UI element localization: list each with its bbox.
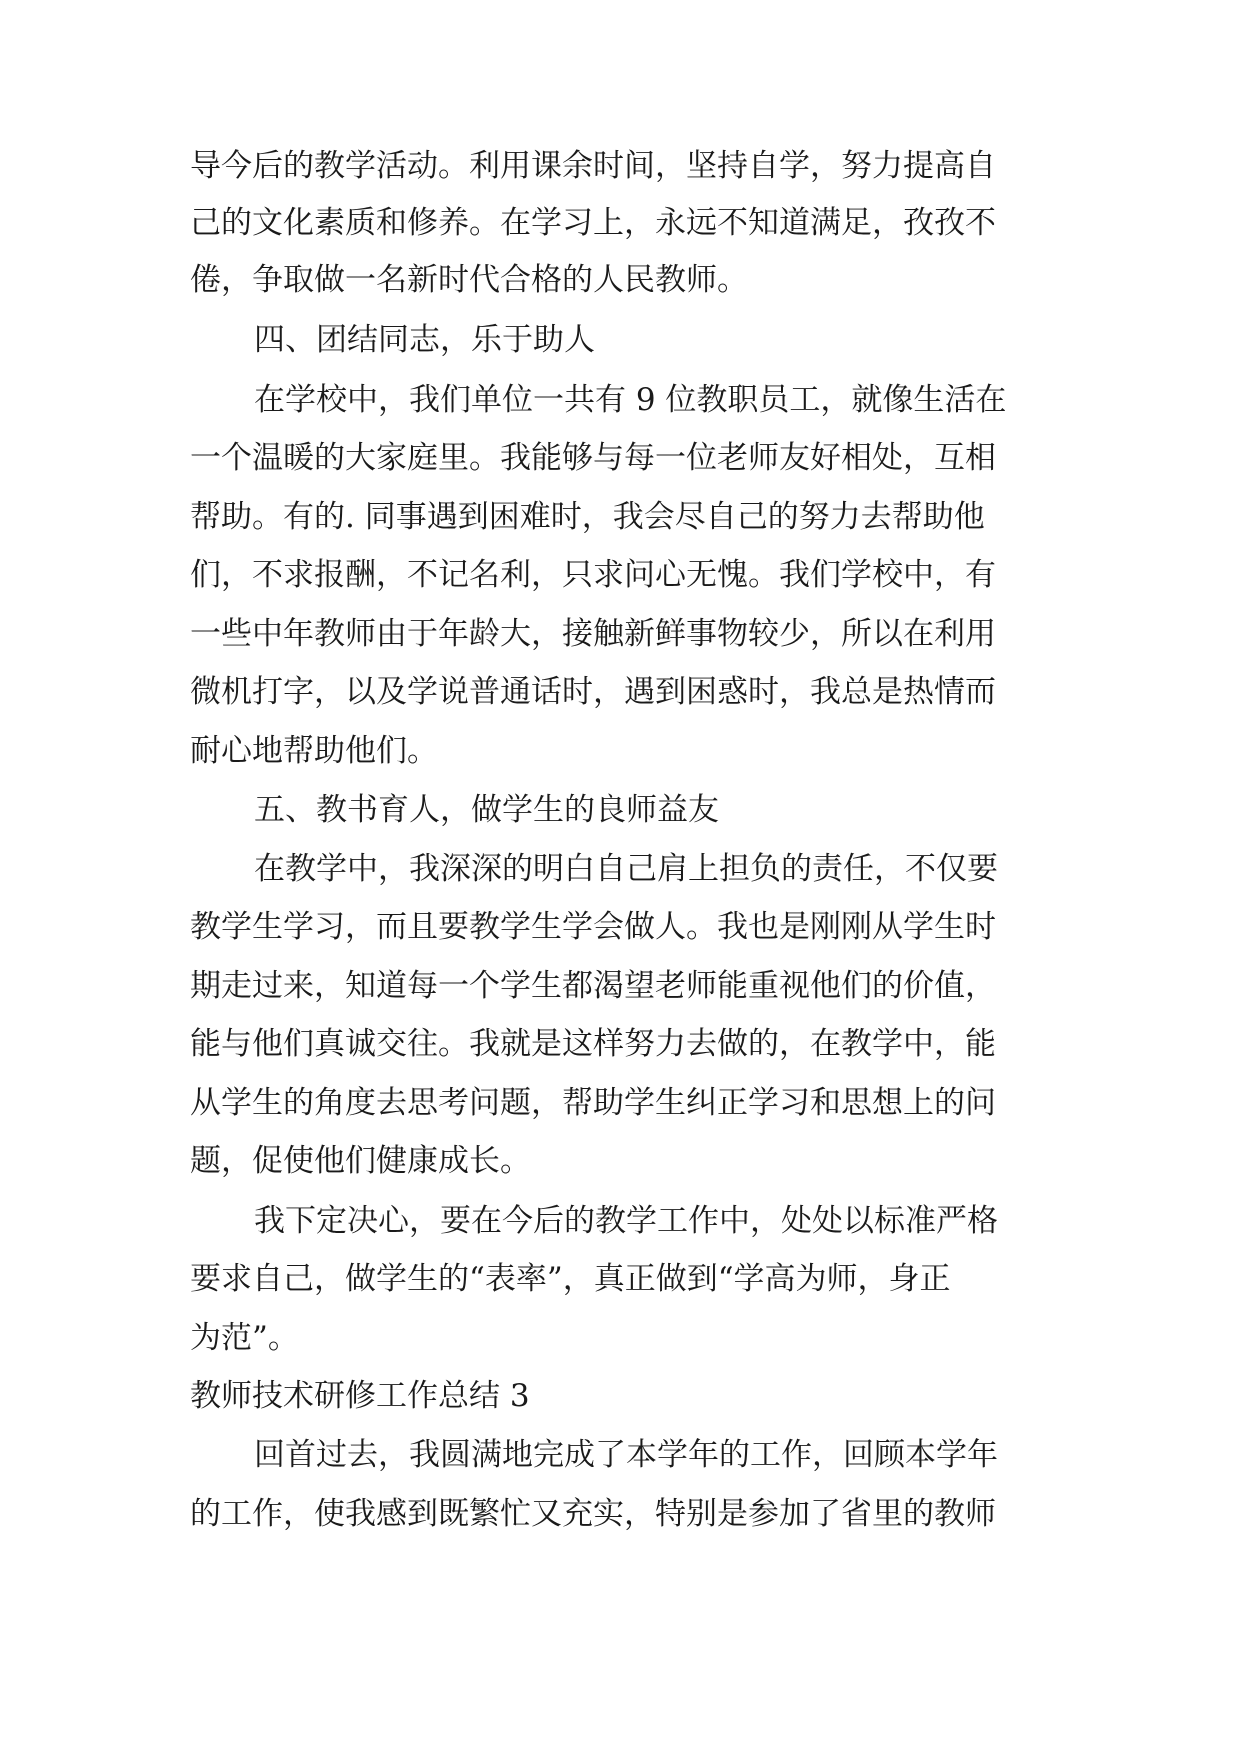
text-line-content: 题，促使他们健康成长。 — [190, 1143, 531, 1179]
text-line-content: 帮助。有的. 同事遇到困难时，我会尽自己的努力去帮助他 — [190, 499, 985, 535]
text-line-content: 我下定决心，要在今后的教学工作中，处处以标准严格 — [254, 1203, 998, 1239]
text-line-content: 回首过去，我圆满地完成了本学年的工作，回顾本学年 — [254, 1437, 998, 1473]
text-line-content: 倦，争取做一名新时代合格的人民教师。 — [190, 262, 748, 298]
text-line-content: 己的文化素质和修养。在学习上，永远不知道满足，孜孜不 — [190, 205, 996, 241]
text-line-content: 导今后的教学活动。利用课余时间，坚持自学，努力提高自 — [190, 148, 996, 184]
text-line-content: 期走过来，知道每一个学生都渴望老师能重视他们的价值， — [190, 968, 996, 1004]
text-line-content: 们，不求报酬，不记名利，只求问心无愧。我们学校中，有 — [190, 557, 996, 593]
text-line-content: 耐心地帮助他们。 — [190, 733, 438, 769]
text-line-content: 微机打字，以及学说普通话时，遇到困惑时，我总是热情而 — [190, 674, 996, 710]
text-line-content: 在学校中，我们单位一共有 9 位教职员工，就像生活在 — [254, 382, 1007, 418]
text-line-content: 一些中年教师由于年龄大，接触新鲜事物较少，所以在利用 — [190, 616, 996, 652]
section-heading-text: 四、团结同志，乐于助人 — [254, 322, 595, 358]
text-line-content: 教学生学习，而且要教学生学会做人。我也是刚刚从学生时 — [190, 909, 996, 945]
text-line-content: 从学生的角度去思考问题，帮助学生纠正学习和思想上的问 — [190, 1085, 996, 1121]
text-line-content: 要求自己，做学生的“表率”，真正做到“学高为师，身正 — [190, 1261, 951, 1297]
text-line-content: 的工作，使我感到既繁忙又充实，特别是参加了省里的教师 — [190, 1496, 996, 1532]
document-title-text: 教师技术研修工作总结 3 — [190, 1378, 530, 1414]
text-line-content: 能与他们真诚交往。我就是这样努力去做的，在教学中，能 — [190, 1026, 996, 1062]
text-line-content: 一个温暖的大家庭里。我能够与每一位老师友好相处，互相 — [190, 440, 996, 476]
text-line-content: 在教学中，我深深的明白自己肩上担负的责任，不仅要 — [254, 851, 998, 887]
section-heading-text: 五、教书育人，做学生的良师益友 — [254, 792, 719, 828]
text-line-content: 为范”。 — [190, 1320, 299, 1356]
